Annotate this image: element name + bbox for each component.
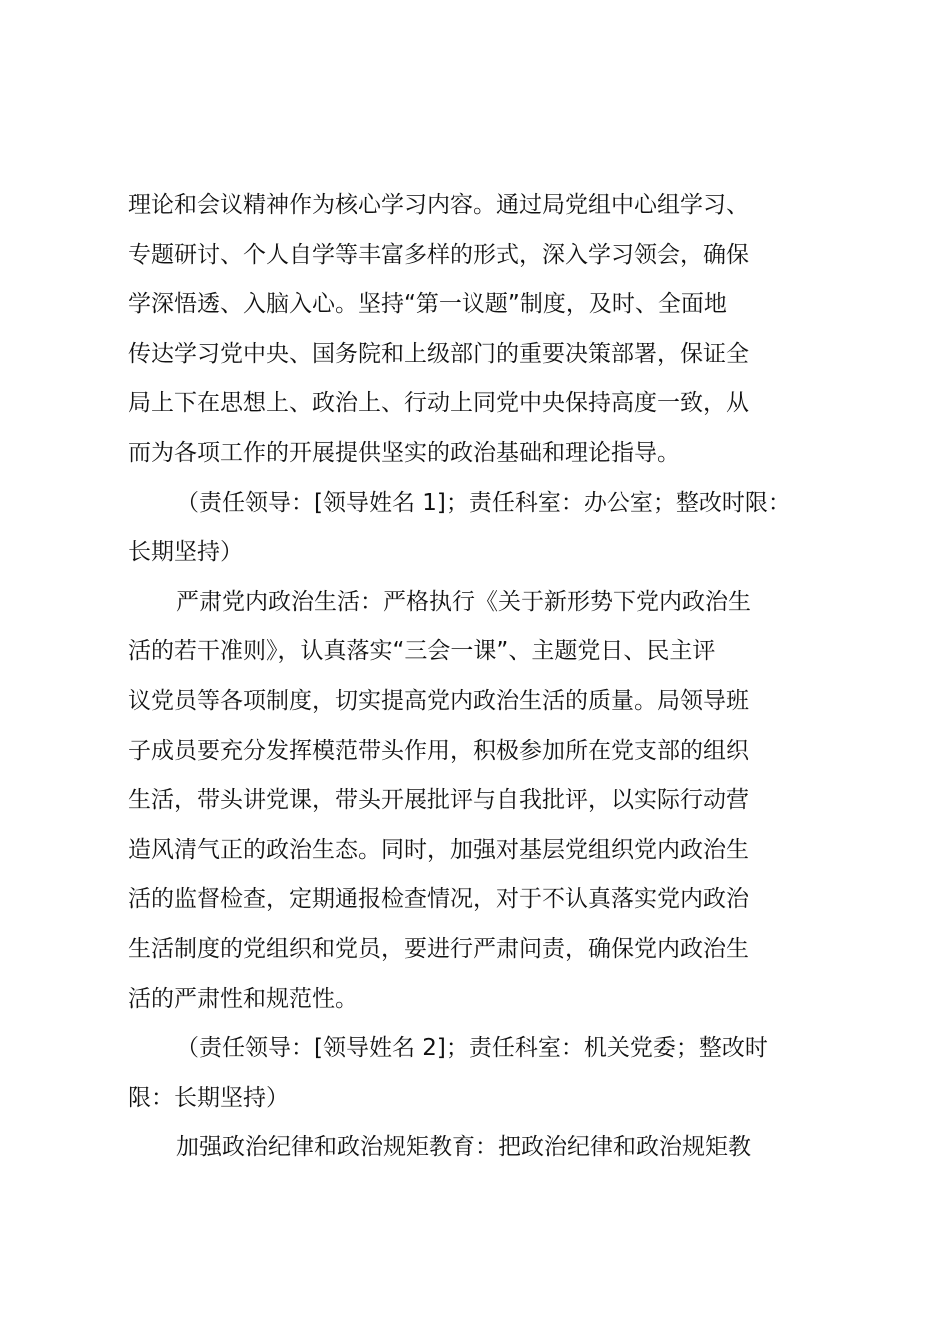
section-heading-line: 严肃党内政治生活：严格执行《关于新形势下党内政治生 [176,588,751,615]
body-line: 生活制度的党组织和党员，要进行严肃问责，确保党内政治生 [128,935,749,962]
body-line: 而为各项工作的开展提供坚实的政治基础和理论指导。 [128,439,680,466]
body-line: 理论和会议精神作为核心学习内容。通过局党组中心组学习、 [128,192,749,218]
body-line: 专题研讨、个人自学等丰富多样的形式，深入学习领会，确保 [128,241,749,268]
body-line: 学深悟透、入脑入心。坚持“第一议题”制度，及时、全面地 [128,291,727,318]
body-line: 局上下在思想上、政治上、行动上同党中央保持高度一致，从 [128,390,749,417]
responsibility-note: （责任领导：[领导姓名 1]；责任科室：办公室；整改时限： [176,489,791,516]
body-line: 议党员等各项制度，切实提高党内政治生活的质量。局领导班 [128,687,749,714]
responsibility-note: 限：长期坚持） [128,1084,289,1111]
body-line: 活的严肃性和规范性。 [128,985,358,1012]
responsibility-note: （责任领导：[领导姓名 2]；责任科室：机关党委；整改时 [176,1035,768,1062]
section-heading-line: 加强政治纪律和政治规矩教育：把政治纪律和政治规矩教 [176,1134,751,1161]
document-body [128,181,834,1173]
body-line: 生活，带头讲党课，带头开展批评与自我批评，以实际行动营 [128,787,749,814]
body-line: 传达学习党中央、国务院和上级部门的重要决策部署，保证全 [128,340,749,367]
body-line: 活的若干准则》，认真落实“三会一课”、主题党日、民主评 [128,638,716,665]
body-line: 子成员要充分发挥模范带头作用，积极参加所在党支部的组织 [128,737,749,764]
responsibility-note: 长期坚持） [128,539,243,566]
body-line: 活的监督检查，定期通报检查情况，对于不认真落实党内政治 [128,886,749,913]
body-line: 造风清气正的政治生态。同时，加强对基层党组织党内政治生 [128,836,749,863]
